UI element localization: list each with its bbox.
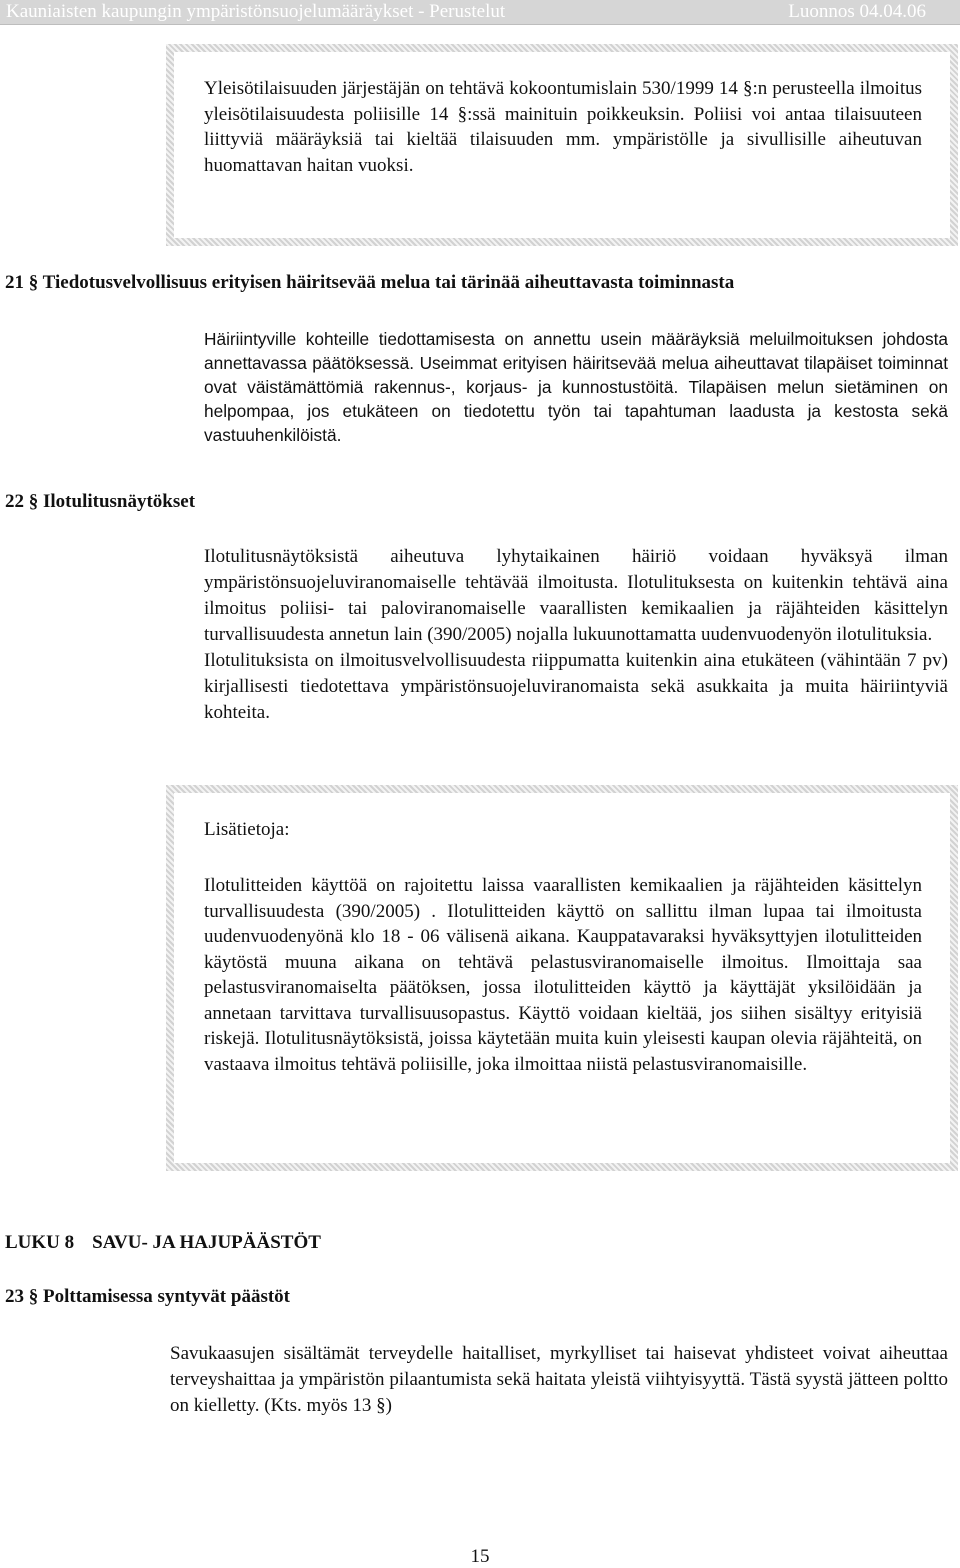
section-21-heading: 21 § Tiedotusvelvollisuus erityisen häiritsevää melua tai tärinää aiheuttavasta toiminnasta xyxy=(5,272,735,293)
info-box-text: Yleisötilaisuuden järjestäjän on tehtävä kokoontumislain 530/1999 14 §:n perusteella ilmoitus yleisötilaisuudesta poliisille 14 §:ssä mainituin poikkeuksin. Poliisi voi antaa tilaisuuteen liittyviä määräyksiä tai kieltää tilaisuuden mm. ympäristölle ja sivullisille aiheutuvan huomattavan haitan vuoksi. xyxy=(204,78,922,176)
section-22-paragraph-2: Ilotulituksista on ilmoitusvelvollisuudesta riippumatta kuitenkin aina etukäteen (vähintään 7 pv) kirjallisesti tiedotettava ympäristönsuojeluviranomaista sekä asukkaita ja muita häiriintyviä kohteita. xyxy=(204,650,948,723)
section-23-heading: 23 § Polttamisessa syntyvät päästöt xyxy=(5,1286,290,1307)
info-box-fireworks xyxy=(166,785,958,1171)
section-22-body xyxy=(204,544,948,726)
header-document-title: Kauniaisten kaupungin ympäristönsuojelumääräykset - Perustelut xyxy=(6,1,506,22)
header-draft-date: Luonnos 04.04.06 xyxy=(788,1,926,22)
section-21-text: Häiriintyville kohteille tiedottamisesta on annettu usein määräyksiä meluilmoituksen johdosta annettavassa päätöksessä. Useimmat erityisen häiritsevää melua aiheuttavat tilapäiset toiminnat ovat väistämättömiä rakennus-, korjaus- ja kunnostustöitä. Tilapäisen melun sietäminen on helpompaa, jos etukäteen on tiedotettu työn tai tapahtuman laadusta ja kestosta sekä vastuuhenkilöistä. xyxy=(204,329,948,445)
page-number: 15 xyxy=(470,1546,490,1567)
section-23-text: Savukaasujen sisältämät terveydelle haitalliset, myrkylliset tai haisevat yhdisteet voivat aiheuttaa terveyshaittaa ja ympäristön pilaantumista sekä haitata yleistä viihtyisyyttä. Tästä syystä jätteen poltto on kielletty. (Kts. myös 13 §) xyxy=(170,1343,948,1416)
info-box-text: Ilotulitteiden käyttöä on rajoitettu laissa vaarallisten kemikaalien ja räjähteiden käsittelyn turvallisuudesta (390/2005) . Ilotulitteiden käyttö on sallittu ilman lupaa tai ilmoitusta uudenvuodenyönä klo 18 - 06 välisenä aikana. Kauppatavaraksi hyväksyttyjen ilotulitteiden käytöstä muuna aikana on tehtävä pelastusviranomaiselle ilmoitus. Ilmoittaja saa pelastusviranomaiselta päätöksen, jossa ilotulitteiden käyttö ja käyttäjät yksilöidään ja annetaan tarvittava turvallisuusopastus. Käyttö voidaan kieltää, jos siihen sisältyy erityisiä riskejä. Ilotulitusnäytöksistä, joissa käytetään muita kuin yleisesti kaupan olevia räjähteitä, on vastaava ilmoitus tehtävä poliisille, joka ilmoittaa niistä pelastusviranomaisille. xyxy=(204,875,922,1075)
chapter-8-heading xyxy=(5,1232,321,1254)
info-box-public-events xyxy=(166,44,958,246)
section-22-heading: 22 § Ilotulitusnäytökset xyxy=(5,491,196,512)
section-22-paragraph-1: Ilotulitusnäytöksistä aiheutuva lyhytaikainen häiriö voidaan hyväksyä ilman ympäristönsuojeluviranomaiselle tehtävää ilmoitusta. Ilotulituksesta on kuitenkin tehtävä aina ilmoitus poliisi- tai paloviranomaiselle vaarallisten kemikaalien ja räjähteiden käsittelyn turvallisuudesta annetun lain (390/2005) nojalla lukuunottamatta uudenvuodenyön ilotulituksia. xyxy=(204,546,948,645)
info-box-heading: Lisätietoja: xyxy=(204,819,290,840)
chapter-number: LUKU 8 xyxy=(5,1232,75,1253)
chapter-title: SAVU- JA HAJUPÄÄSTÖT xyxy=(92,1232,321,1253)
page-header xyxy=(0,0,960,25)
